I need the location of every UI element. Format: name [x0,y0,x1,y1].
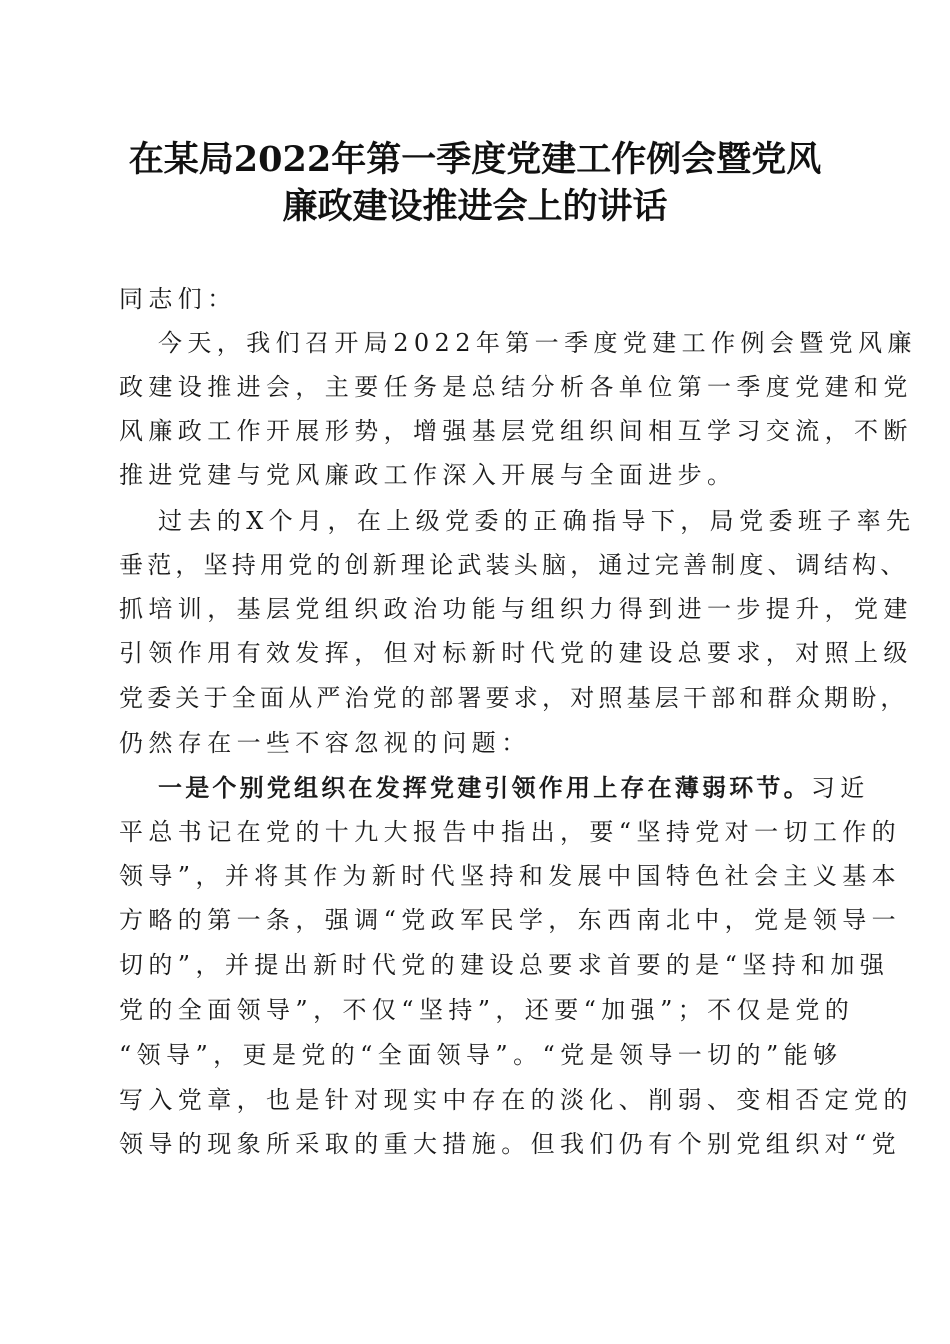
section-heading: 一是个别党组织在发挥党建引领作用上存在薄弱环节。 [158,773,811,802]
document-title-line-2: 廉政建设推进会上的讲话 [282,186,668,227]
document-title-line-1: 在某局2022年第一季度党建工作例会暨党风 [128,139,822,180]
paragraph-line: “领导”，更是党的“全面领导”。“党是领导一切的”能够 [119,1041,843,1069]
paragraph-line: 风廉政工作开展形势，增强基层党组织间相互学习交流，不断 [119,417,913,445]
paragraph-line: 引领作用有效发挥，但对标新时代党的建设总要求，对照上级 [119,639,913,667]
paragraph-line: 党的全面领导”，不仅“坚持”，还要“加强”；不仅是党的 [119,996,855,1024]
paragraph-line: 方略的第一条，强调“党政军民学，东西南北中，党是领导一 [119,906,902,934]
paragraph-line: 领导”，并将其作为新时代坚持和发展中国特色社会主义基本 [119,862,902,890]
paragraph-line: 平总书记在党的十九大报告中指出，要“坚持党对一切工作的 [119,818,902,846]
paragraph-line: 今天，我们召开局2022年第一季度党建工作例会暨党风廉 [158,329,917,357]
paragraph-line: 垂范，坚持用党的创新理论武装头脑，通过完善制度、调结构、 [119,551,909,579]
paragraph-text: 习近 [810,774,870,802]
paragraph-line [158,773,870,803]
paragraph-line: 仍然存在一些不容忽视的问题： [119,729,531,757]
paragraph-line: 抓培训，基层党组织政治功能与组织力得到进一步提升，党建 [119,595,913,623]
paragraph-line: 政建设推进会，主要任务是总结分析各单位第一季度党建和党 [119,373,913,401]
paragraph-line: 领导的现象所采取的重大措施。但我们仍有个别党组织对“党 [119,1130,902,1158]
paragraph-line: 过去的X个月，在上级党委的正确指导下，局党委班子率先 [158,507,916,535]
greeting: 同志们： [119,285,237,313]
paragraph-line: 写入党章，也是针对现实中存在的淡化、削弱、变相否定党的 [119,1086,913,1114]
paragraph-line: 党委关于全面从严治党的部署要求，对照基层干部和群众期盼， [119,684,909,712]
paragraph-line: 切的”，并提出新时代党的建设总要求首要的是“坚持和加强 [119,951,890,979]
paragraph-line: 推进党建与党风廉政工作深入开展与全面进步。 [119,461,737,489]
